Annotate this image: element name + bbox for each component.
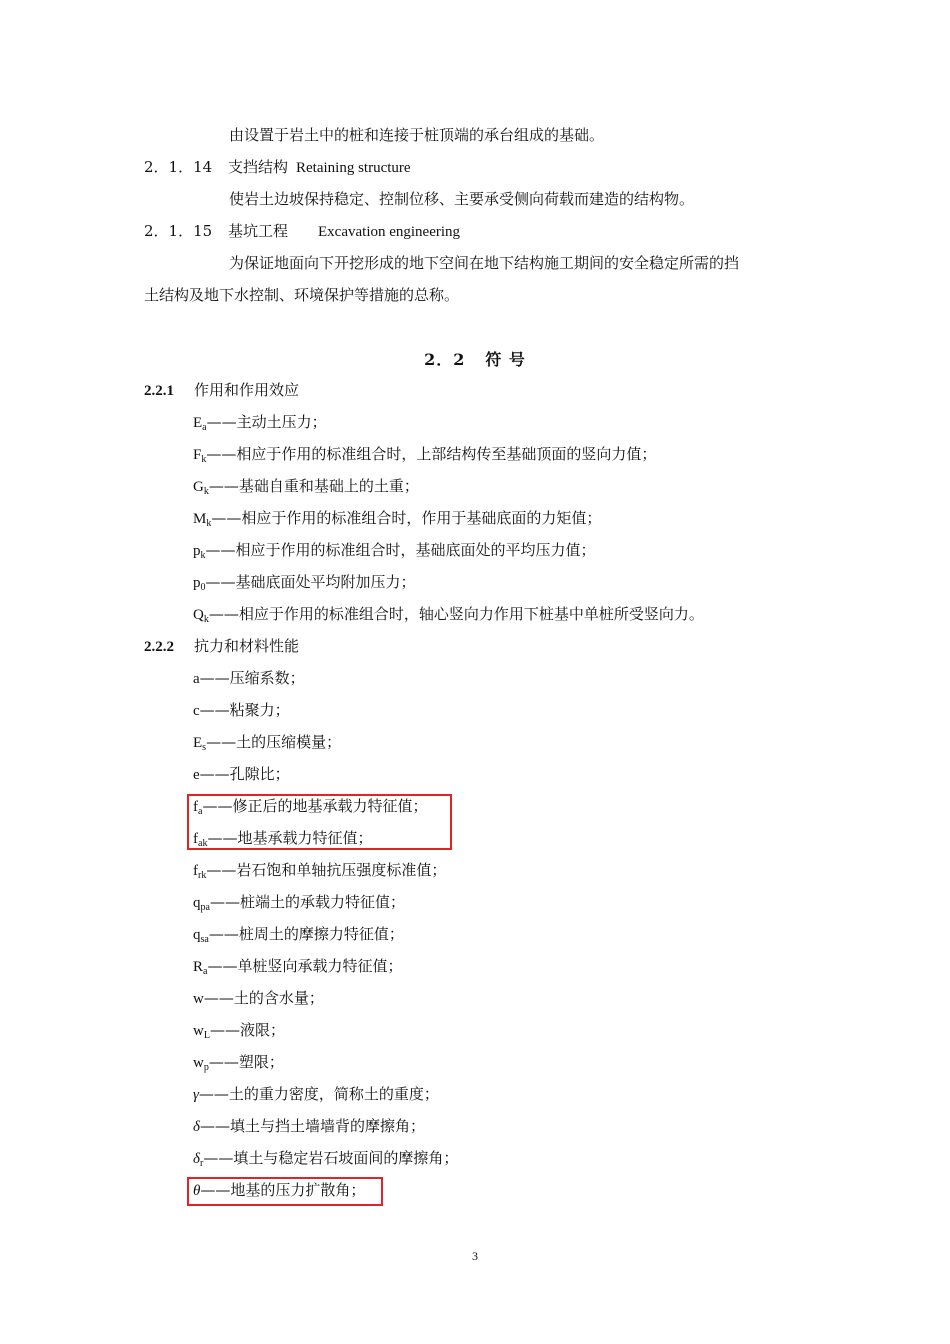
symbol-row bbox=[193, 764, 290, 785]
subsection-2-2-1 bbox=[144, 380, 299, 401]
symbol: E bbox=[193, 415, 203, 431]
symbol-description: ——单桩竖向承载力特征值； bbox=[207, 957, 403, 975]
symbol-description: ——主动土压力； bbox=[206, 413, 327, 431]
symbol-row bbox=[193, 476, 419, 497]
symbol-row bbox=[193, 1020, 285, 1041]
symbol: q bbox=[193, 927, 201, 943]
symbol-description: ——基础底面处平均附加压力； bbox=[205, 573, 416, 591]
symbol-row bbox=[193, 1052, 284, 1073]
symbol-description: ——岩石饱和单轴抗压强度标准值； bbox=[206, 861, 447, 879]
term-en: Retaining structure bbox=[296, 160, 411, 176]
symbol-description: ——土的含水量； bbox=[203, 989, 324, 1007]
section-heading: 符 号 bbox=[485, 350, 526, 369]
symbol-row bbox=[193, 860, 446, 881]
symbol-subscript: p bbox=[203, 1062, 209, 1073]
term-zh: 支挡结构 bbox=[228, 158, 289, 176]
section-number: 2．2 bbox=[424, 350, 466, 369]
term-number: 2．1．15 bbox=[144, 222, 213, 240]
symbol: G bbox=[193, 479, 204, 495]
symbol-description: ——填土与挡土墙墙背的摩擦角； bbox=[199, 1117, 425, 1135]
symbol: w bbox=[193, 1023, 204, 1039]
symbol-subscript: ak bbox=[198, 838, 208, 849]
subsection-title: 作用和作用效应 bbox=[194, 381, 300, 399]
symbol: p bbox=[193, 575, 201, 591]
symbol-row bbox=[193, 988, 324, 1009]
symbol-row bbox=[193, 540, 596, 561]
symbol-subscript: pa bbox=[200, 902, 210, 913]
symbol-subscript: sa bbox=[200, 934, 209, 945]
symbol: w bbox=[193, 1055, 204, 1071]
subsection-2-2-2 bbox=[144, 636, 299, 657]
symbol-row bbox=[193, 892, 405, 913]
page-number: 3 bbox=[472, 1249, 478, 1263]
symbol-row bbox=[193, 444, 656, 465]
symbol: R bbox=[193, 959, 204, 975]
symbol-subscript: rk bbox=[198, 870, 207, 881]
symbol-subscript: r bbox=[199, 1158, 204, 1169]
symbol-subscript: k bbox=[200, 550, 206, 561]
symbol-row bbox=[193, 956, 402, 977]
term-zh: 基坑工程 bbox=[228, 222, 289, 240]
intro-line: 由设置于岩土中的桩和连接于桩顶端的承台组成的基础。 bbox=[229, 126, 605, 144]
term-definition-cont: 土结构及地下水控制、环境保护等措施的总称。 bbox=[144, 286, 460, 304]
symbol-description: ——基础自重和基础上的土重； bbox=[208, 477, 419, 495]
symbol-subscript: a bbox=[202, 422, 207, 433]
symbol: θ bbox=[193, 1183, 201, 1199]
symbol-description: ——压缩系数； bbox=[199, 669, 305, 687]
symbol-description: ——相应于作用的标准组合时，上部结构传至基础顶面的竖向力值； bbox=[206, 445, 657, 463]
symbol-subscript: L bbox=[203, 1030, 210, 1041]
symbol-description: ——地基承载力特征值； bbox=[207, 829, 373, 847]
highlight-box-fa bbox=[187, 794, 452, 850]
symbol-description: ——土的压缩模量； bbox=[206, 733, 342, 751]
symbol-description: ——相应于作用的标准组合时，作用于基础底面的力矩值； bbox=[211, 509, 602, 527]
symbol-subscript: a bbox=[198, 806, 203, 817]
symbol-description: ——桩端土的承载力特征值； bbox=[209, 893, 405, 911]
symbol: M bbox=[193, 511, 207, 527]
symbol-subscript: k bbox=[201, 454, 207, 465]
highlight-box-theta bbox=[187, 1177, 383, 1206]
symbol: γ bbox=[193, 1087, 199, 1103]
symbol: e bbox=[193, 767, 200, 783]
symbol: p bbox=[193, 543, 201, 559]
symbol-description: ——相应于作用的标准组合时，轴心竖向力作用下桩基中单桩所受竖向力。 bbox=[208, 605, 704, 623]
symbol-description: ——液限； bbox=[209, 1021, 285, 1039]
term-definition: 为保证地面向下开挖形成的地下空间在地下结构施工期间的安全稳定所需的挡 bbox=[229, 254, 740, 272]
symbol-subscript: k bbox=[203, 486, 209, 497]
symbol-row bbox=[193, 1116, 425, 1137]
term-2-1-14 bbox=[144, 157, 411, 178]
symbol-row bbox=[193, 412, 327, 433]
subsection-title: 抗力和材料性能 bbox=[194, 637, 300, 655]
symbol-description: ——粘聚力； bbox=[199, 701, 290, 719]
symbol: δ bbox=[193, 1151, 200, 1167]
term-en: Excavation engineering bbox=[318, 224, 461, 240]
symbol-description: ——相应于作用的标准组合时，基础底面处的平均压力值； bbox=[205, 541, 596, 559]
symbol-row bbox=[193, 700, 290, 721]
term-definition: 使岩土边坡保持稳定、控制位移、主要承受侧向荷载而建造的结构物。 bbox=[229, 190, 695, 208]
subsection-number: 2.2.1 bbox=[144, 383, 174, 399]
symbol: F bbox=[193, 447, 202, 463]
symbol-description: ——孔隙比； bbox=[199, 765, 290, 783]
symbol-row bbox=[193, 604, 704, 625]
symbol-row bbox=[193, 1148, 458, 1169]
symbol: δ bbox=[193, 1119, 200, 1135]
symbol-subscript: k bbox=[206, 518, 212, 529]
symbol-row bbox=[193, 572, 416, 593]
symbol: q bbox=[193, 895, 201, 911]
symbol: w bbox=[193, 991, 204, 1007]
term-number: 2．1．14 bbox=[144, 158, 213, 176]
term-2-1-15 bbox=[144, 221, 460, 242]
symbol-description: ——修正后的地基承载力特征值； bbox=[202, 797, 428, 815]
symbol-description: ——桩周土的摩擦力特征值； bbox=[208, 925, 404, 943]
symbol-row bbox=[193, 508, 601, 529]
symbol-description: ——土的重力密度，简称土的重度； bbox=[198, 1085, 439, 1103]
symbol-row bbox=[193, 1084, 439, 1105]
symbol-subscript: 0 bbox=[200, 582, 206, 593]
symbol: f bbox=[193, 799, 198, 815]
section-title bbox=[0, 347, 950, 370]
symbol: a bbox=[193, 671, 200, 687]
symbol-subscript: k bbox=[203, 614, 209, 625]
subsection-number: 2.2.2 bbox=[144, 639, 174, 655]
symbol: c bbox=[193, 703, 200, 719]
symbol-row bbox=[193, 668, 305, 689]
symbol-subscript: a bbox=[203, 966, 208, 977]
symbol-description: ——塑限； bbox=[208, 1053, 284, 1071]
symbol-row bbox=[193, 924, 404, 945]
symbol-row bbox=[193, 732, 341, 753]
symbol-description: ——填土与稳定岩石坡面间的摩擦角； bbox=[203, 1149, 459, 1167]
symbol-description: ——地基的压力扩散角； bbox=[200, 1181, 366, 1199]
symbol: Q bbox=[193, 607, 204, 623]
symbol-subscript: s bbox=[202, 742, 207, 753]
symbol: E bbox=[193, 735, 203, 751]
symbol: f bbox=[193, 831, 198, 847]
symbol: f bbox=[193, 863, 198, 879]
